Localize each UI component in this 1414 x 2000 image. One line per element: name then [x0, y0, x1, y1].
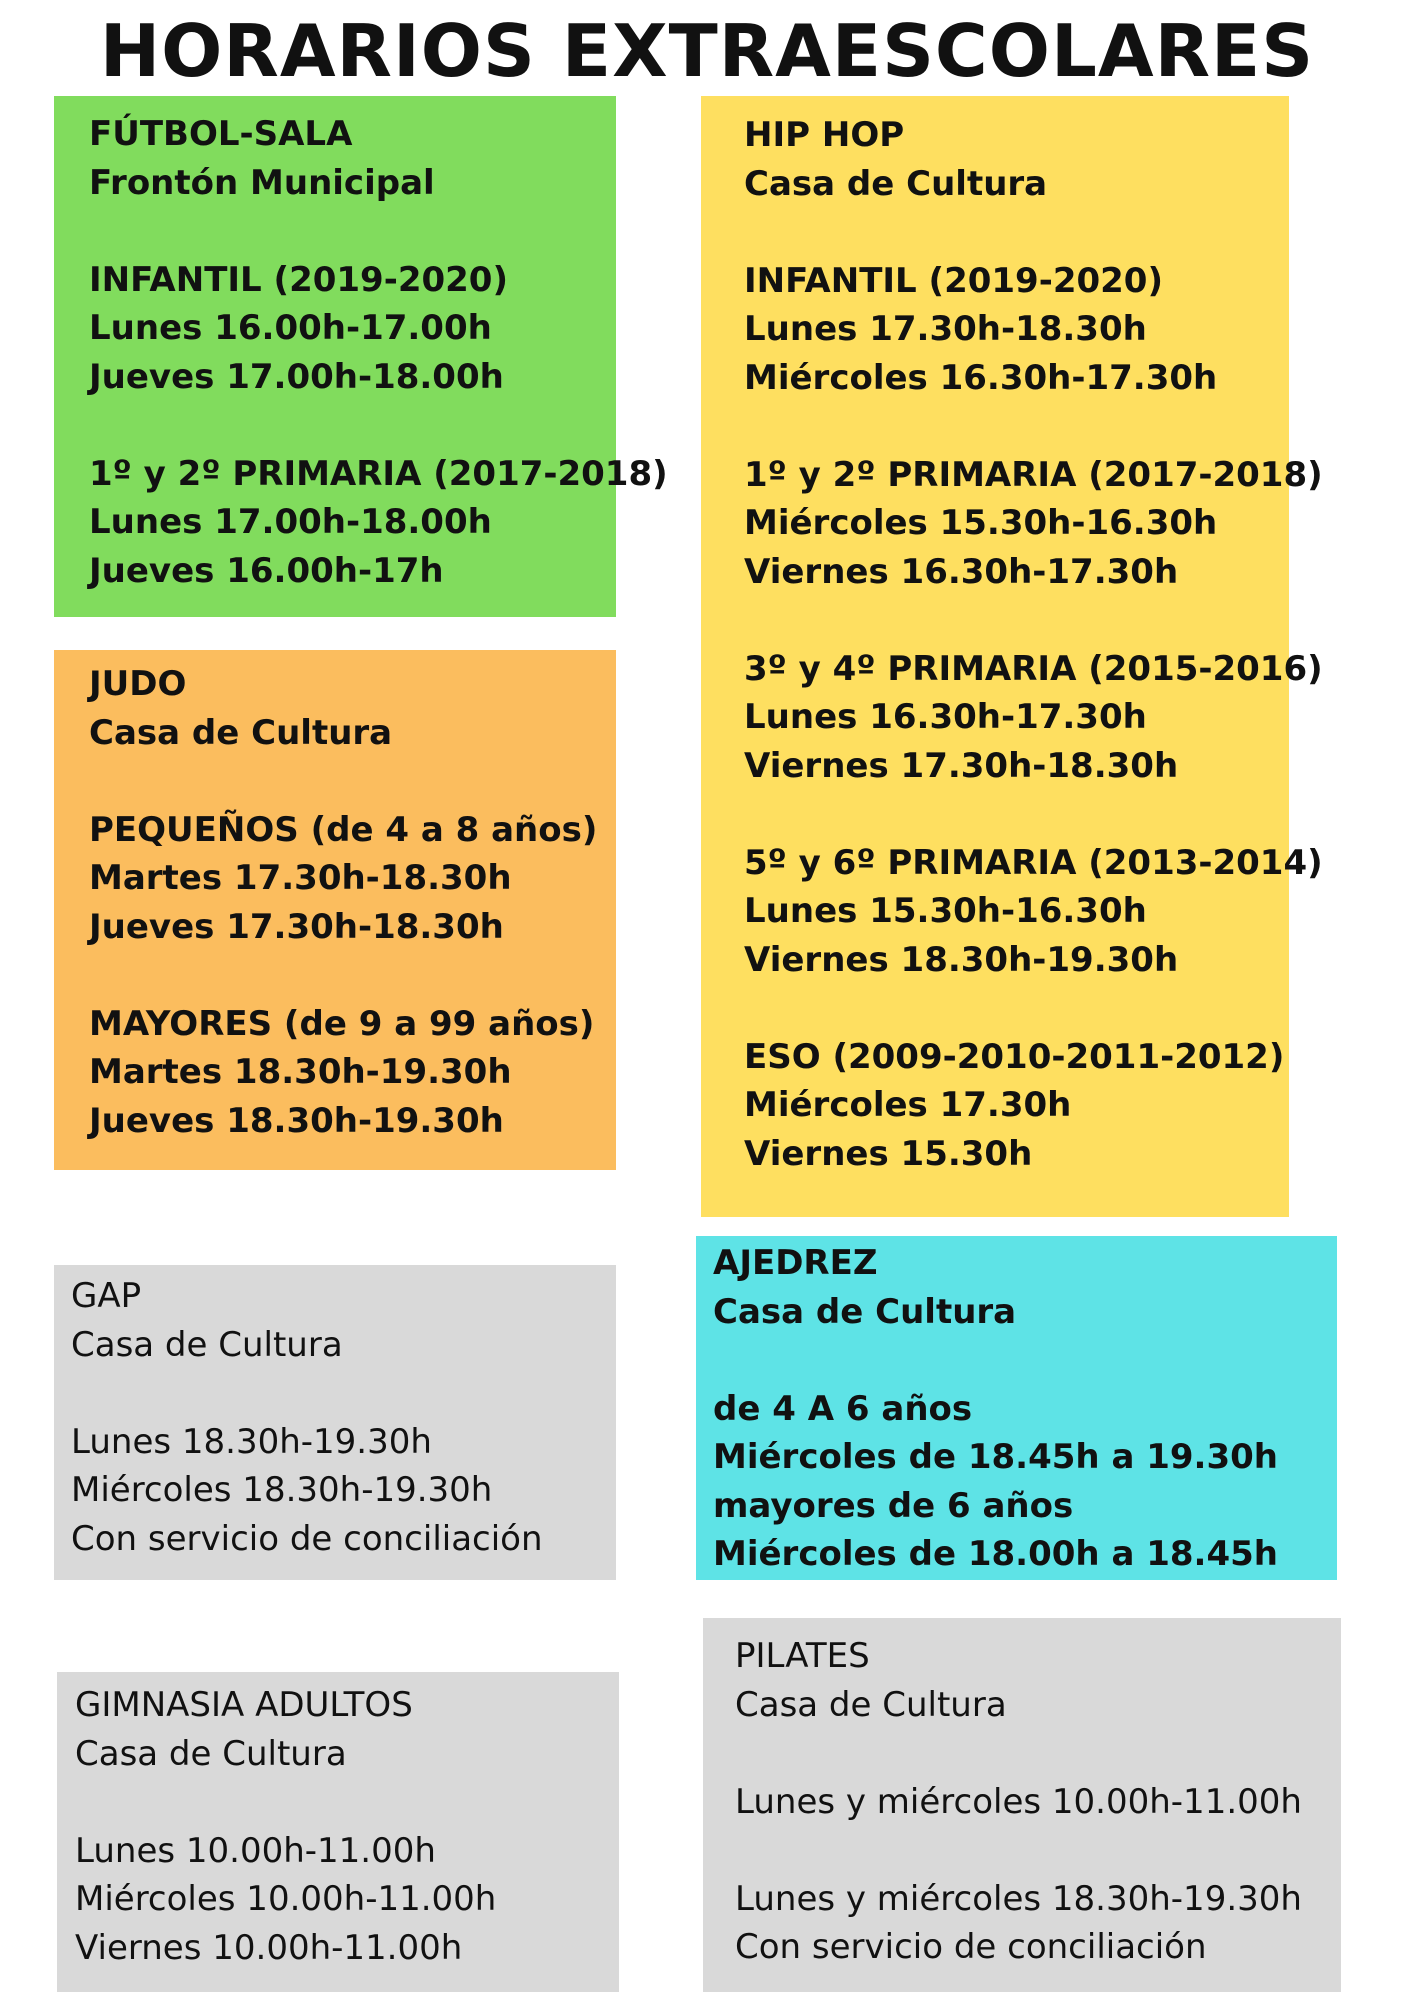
- schedule-line: Martes 17.30h-18.30h: [89, 858, 512, 898]
- ajedrez-card: [696, 1236, 1337, 1580]
- activity-name: HIP HOP: [744, 115, 905, 155]
- schedule-line: Viernes 17.30h-18.30h: [744, 745, 1179, 786]
- schedule-line: Lunes 17.00h-18.00h: [89, 502, 492, 542]
- schedule-note: Con servicio de conciliación: [735, 1927, 1207, 1967]
- group-heading: 1º y 2º PRIMARIA (2017-2018): [744, 454, 1323, 495]
- schedule-line: Viernes 15.30h: [744, 1133, 1033, 1174]
- activity-place: Casa de Cultura: [735, 1684, 1007, 1725]
- hip-hop-card: [701, 96, 1323, 1217]
- activity-place: Casa de Cultura: [744, 163, 1048, 204]
- activity-name: JUDO: [89, 664, 187, 704]
- schedule-line: Viernes 10.00h-11.00h: [75, 1927, 463, 1968]
- schedule-line: Lunes 16.00h-17.00h: [89, 308, 492, 348]
- schedule-line: Lunes y miércoles 18.30h-19.30h: [735, 1878, 1302, 1919]
- activity-place: Frontón Municipal: [89, 162, 435, 203]
- schedule-line: Miércoles 16.30h-17.30h: [744, 357, 1218, 398]
- schedule-line: Jueves 18.30h-19.30h: [89, 1100, 504, 1141]
- schedule-line: Jueves 17.30h-18.30h: [89, 906, 504, 947]
- schedule-line: Lunes 15.30h-16.30h: [744, 891, 1147, 931]
- schedule-line: Lunes 17.30h-18.30h: [744, 309, 1147, 349]
- schedule-line: Miércoles de 18.45h a 19.30h: [713, 1437, 1278, 1477]
- schedule-line: Lunes y miércoles 10.00h-11.00h: [735, 1781, 1302, 1822]
- gap-card: [54, 1265, 616, 1580]
- activity-name: GAP: [71, 1276, 142, 1316]
- schedule-line: Lunes 10.00h-11.00h: [75, 1830, 436, 1871]
- schedule-line: Viernes 16.30h-17.30h: [744, 551, 1179, 592]
- schedule-line: Viernes 18.30h-19.30h: [744, 939, 1179, 980]
- gimnasia-adultos-card: [57, 1672, 619, 1992]
- schedule-line: Miércoles 17.30h: [744, 1085, 1072, 1125]
- group-heading: mayores de 6 años: [713, 1485, 1074, 1526]
- schedule-line: Lunes 18.30h-19.30h: [71, 1421, 432, 1462]
- schedule-line: Miércoles 15.30h-16.30h: [744, 503, 1218, 543]
- pilates-card: [703, 1618, 1341, 1992]
- group-heading: INFANTIL (2019-2020): [89, 259, 508, 300]
- group-heading: 5º y 6º PRIMARIA (2013-2014): [744, 842, 1323, 883]
- group-heading: 1º y 2º PRIMARIA (2017-2018): [89, 453, 668, 494]
- schedule-line: Miércoles 10.00h-11.00h: [75, 1879, 497, 1919]
- schedule-line: Jueves 17.00h-18.00h: [89, 356, 504, 397]
- activity-place: Casa de Cultura: [71, 1324, 343, 1365]
- group-heading: MAYORES (de 9 a 99 años): [89, 1003, 595, 1044]
- activity-place: Casa de Cultura: [713, 1291, 1017, 1332]
- group-heading: 3º y 4º PRIMARIA (2015-2016): [744, 648, 1323, 689]
- futbol-sala-card: [54, 96, 668, 617]
- group-heading: de 4 A 6 años: [713, 1388, 973, 1429]
- group-heading: INFANTIL (2019-2020): [744, 260, 1163, 301]
- activity-name: PILATES: [735, 1636, 870, 1676]
- activity-name: GIMNASIA ADULTOS: [75, 1685, 413, 1725]
- schedule-line: Miércoles de 18.00h a 18.45h: [713, 1534, 1278, 1574]
- schedule-line: Martes 18.30h-19.30h: [89, 1052, 512, 1092]
- schedule-note: Con servicio de conciliación: [71, 1518, 543, 1559]
- activity-place: Casa de Cultura: [89, 712, 393, 753]
- activity-name: AJEDREZ: [713, 1243, 878, 1283]
- schedule-line: Jueves 16.00h-17h: [89, 550, 444, 591]
- group-heading: PEQUEÑOS (de 4 a 8 años): [89, 809, 598, 850]
- judo-card: [54, 650, 616, 1170]
- group-heading: ESO (2009-2010-2011-2012): [744, 1036, 1285, 1077]
- activity-place: Casa de Cultura: [75, 1733, 347, 1774]
- schedule-line: Lunes 16.30h-17.30h: [744, 697, 1147, 737]
- activity-name: FÚTBOL-SALA: [89, 114, 353, 154]
- schedule-line: Miércoles 18.30h-19.30h: [71, 1470, 493, 1510]
- page-title: HORARIOS EXTRAESCOLARES: [99, 9, 1315, 93]
